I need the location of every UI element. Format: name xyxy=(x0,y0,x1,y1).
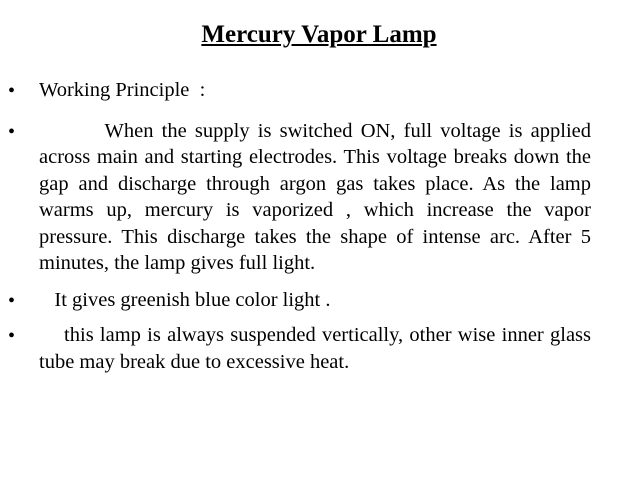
bullet-light-color xyxy=(0,287,638,314)
bullet-dot-icon: • xyxy=(8,289,16,312)
bullet-dot-icon: • xyxy=(8,80,16,102)
bullet-text: this lamp is always suspended vertically, other wise inner glass tube may break due to excessive heat. xyxy=(39,324,597,373)
bullet-description xyxy=(0,118,638,277)
bullet-dot-icon: • xyxy=(8,120,16,143)
bullet-suspension xyxy=(0,322,638,375)
bullet-text: When the supply is switched ON, full voltage is applied across main and starting electrodes. This voltage breaks down the gap and discharge through argon gas takes place. As the lamp warms up, mercury is vaporized , which increase the vapor pressure. This discharge takes the shape of intense arc. After 5 minutes, the lamp gives full light. xyxy=(39,119,597,274)
bullet-text: It gives greenish blue color light . xyxy=(39,288,331,311)
bullet-list xyxy=(0,77,638,375)
bullet-dot-icon: • xyxy=(8,325,16,347)
bullet-text: Working Principle : xyxy=(39,79,206,101)
bullet-working-principle xyxy=(0,77,638,104)
slide-title: Mercury Vapor Lamp xyxy=(201,21,437,48)
